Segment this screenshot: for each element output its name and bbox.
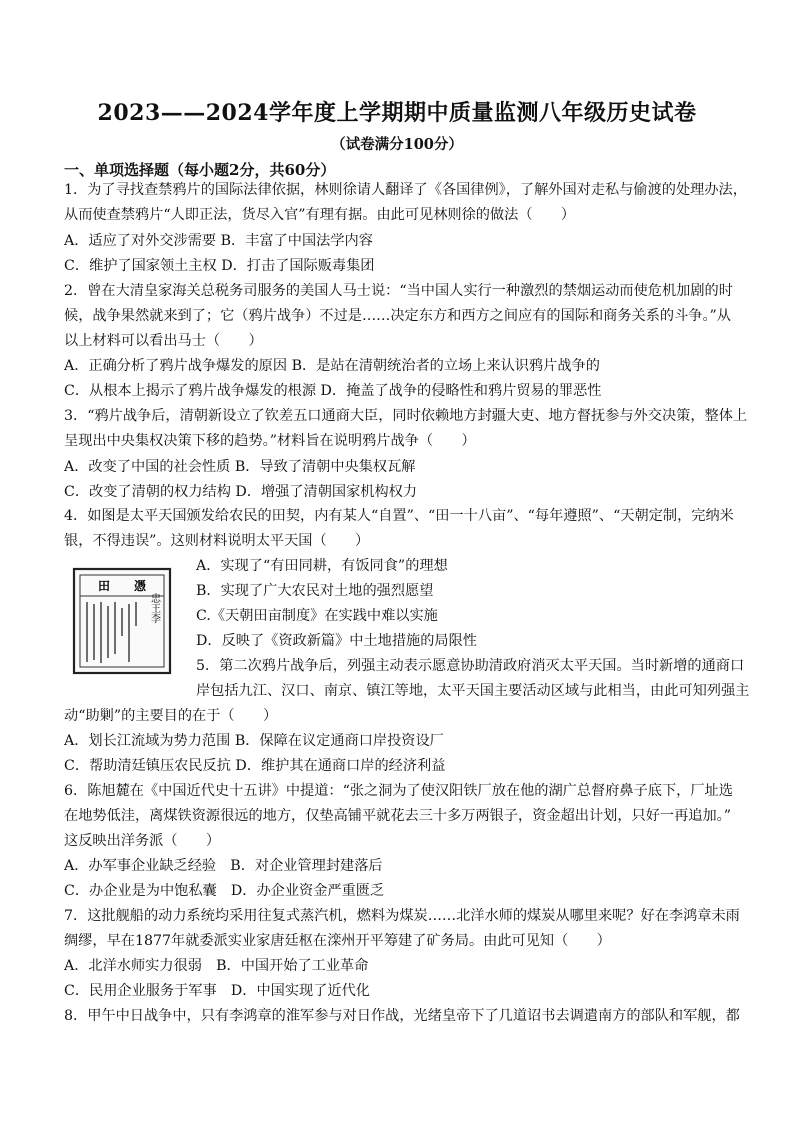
- question-line: 在地势低洼，离煤铁资源很远的地方，仅垫高铺平就花去三十多万两银子，资金超出计划，只好一再追加。”: [64, 808, 731, 825]
- question-5-options-cd: C．帮助清廷镇压农民反抗 D．维护其在通商口岸的经济利益: [64, 758, 446, 774]
- question-6-options-cd: C．办企业是为中饱私囊 D．办企业资金严重匮乏: [64, 883, 385, 899]
- question-6-options-ab: A．办军事企业缺乏经验 B．对企业管理封建落后: [64, 858, 383, 874]
- question-line: 绸缪，早在1877年就委派实业家唐廷枢在滦州开平筹建了矿务局。由此可见知（ ）: [64, 933, 611, 950]
- question-line: 3．“鸦片战争后，清朝新设立了钦差五口通商大臣，同时依赖地方封疆大吏、地方督抚参与外交决策，整体上: [64, 408, 748, 424]
- question-4-stem: [64, 504, 734, 554]
- question-4-option-d: D．反映了《资政新篇》中土地措施的局限性: [196, 633, 477, 649]
- question-line: 7．这批舰船的动力系统均采用往复式蒸汽机，燃料为煤炭……北洋水师的煤炭从哪里来呢？好在李鸿章未雨: [64, 908, 740, 924]
- exam-title: 2023——2024学年度上学期期中质量监测八年级历史试卷: [97, 100, 697, 126]
- question-2-options-cd: C．从根本上揭示了鸦片战争爆发的根源 D．掩盖了战争的侵略性和鸦片贸易的罪恶性: [64, 383, 602, 399]
- question-line: 8．甲午中日战争中，只有李鸿章的淮军参与对日作战，光绪皇帝下了几道诏书去调遣南方的部队和军舰，都: [64, 1008, 740, 1024]
- land-deed-figure: [70, 566, 174, 678]
- question-1-stem: [64, 178, 747, 228]
- question-line: 6．陈旭麓在《中国近代史十五讲》中提道：“张之洞为了使汉阳铁厂放在他的湖广总督府鼻子底下，厂址选: [64, 783, 733, 799]
- question-3-stem: [64, 404, 748, 454]
- question-7-stem: [64, 904, 740, 954]
- question-4-option-b: B．实现了广大农民对土地的强烈愿望: [196, 583, 434, 599]
- question-line: 1．为了寻找查禁鸦片的国际法律依据，林则徐请人翻译了《各国律例》，了解外国对走私与偷渡的处理办法，: [64, 182, 747, 198]
- deed-seal-text: 忠王李: [148, 593, 160, 623]
- question-3-options-ab: A．改变了中国的社会性质 B．导致了清朝中央集权瓦解: [64, 459, 416, 475]
- question-line: 以上材料可以看出马士（ ）: [64, 333, 263, 350]
- question-line: 从而使查禁鸦片“人即正法，货尽入官”有理有据。由此可见林则徐的做法（ ）: [64, 207, 576, 224]
- deed-header-text: 田 憑: [97, 579, 147, 593]
- question-line: 这反映出洋务派（ ）: [64, 833, 221, 850]
- question-4-option-a: A．实现了“有田同耕，有饭同食”的理想: [196, 558, 448, 574]
- question-7-options-ab: A．北洋水师实力很弱 B．中国开始了工业革命: [64, 958, 369, 974]
- question-line: 2．曾在大清皇家海关总税务司服务的美国人马士说：“当中国人实行一种激烈的禁烟运动而使危机加剧的时: [64, 283, 733, 299]
- section-heading: 一、单项选择题（每小题2分，共60分）: [64, 161, 336, 179]
- question-5-options-ab: A．划长江流域为势力范围 B．保障在议定通商口岸投资设厂: [64, 733, 444, 749]
- question-7-options-cd: C．民用企业服务于军事 D．中国实现了近代化: [64, 983, 370, 999]
- question-6-stem: [64, 779, 734, 855]
- exam-subtitle: （试卷满分100分）: [331, 136, 463, 153]
- question-5-line-2: 岸包括九江、汉口、南京、镇江等地，太平天国主要活动区域与此相当，由此可知列强主: [196, 683, 750, 699]
- question-line: 银，不得违误”。这则材料说明太平天国（ ）: [64, 533, 370, 550]
- question-1-options-ab: A．适应了对外交涉需要 B．丰富了中国法学内容: [64, 233, 373, 249]
- question-8-stem: [64, 1004, 740, 1029]
- question-1-options-cd: C．维护了国家领土主权 D．打击了国际贩毒集团: [64, 258, 375, 274]
- question-5-line-3: 动“助剿”的主要目的在于（ ）: [64, 708, 278, 724]
- question-line: 候，战争果然就来到了；它（鸦片战争）不过是……决定东方和西方之间应有的国际和商务关系的斗争。”从: [64, 308, 731, 325]
- question-line: 4．如图是太平天国颁发给农民的田契，内有某人“自置”、“田一十八亩”、“每年遵照”、“天朝定制，完纳米: [64, 508, 734, 524]
- question-2-stem: [64, 279, 734, 355]
- question-2-options-ab: A．正确分析了鸦片战争爆发的原因 B．是站在清朝统治者的立场上来认识鸦片战争的: [64, 358, 600, 374]
- question-3-options-cd: C．改变了清朝的权力结构 D．增强了清朝国家机构权力: [64, 484, 418, 500]
- question-line: 呈现出中央集权决策下移的趋势。”材料旨在说明鸦片战争（ ）: [64, 433, 476, 450]
- question-5-line-1: 5．第二次鸦片战争后，列强主动表示愿意协助清政府消灭太平天国。当时新增的通商口: [196, 658, 745, 674]
- question-4-option-c: C.《天朝田亩制度》在实践中难以实施: [196, 608, 438, 624]
